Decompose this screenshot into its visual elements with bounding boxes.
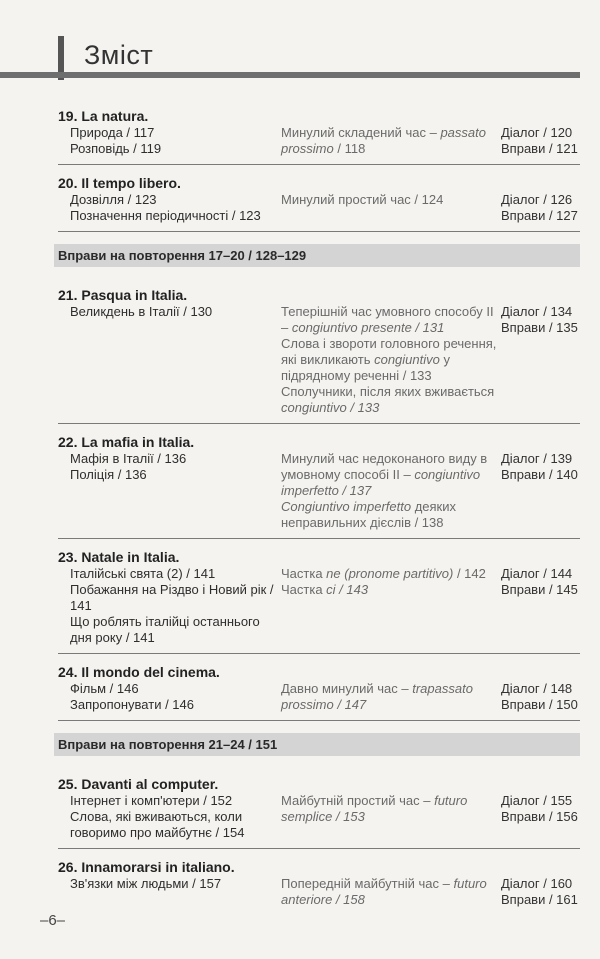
- exercise-item: Вправи / 150: [501, 697, 578, 712]
- grammar-italic-text: congiuntivo presente / 131: [291, 320, 445, 335]
- entry-columns: [58, 304, 580, 416]
- topic-item: Мафія в Італії / 136: [70, 451, 187, 466]
- topic-item: Що роблять італійці останнього дня року / 141: [70, 614, 260, 645]
- toc-entry: [58, 171, 580, 232]
- grammar-italic-text: passato prossimo: [281, 125, 486, 156]
- topics-column: [58, 192, 281, 224]
- page-header: [0, 36, 580, 80]
- exercises-column: [501, 304, 580, 416]
- topic-item: Зв'язки між людьми / 157: [70, 876, 222, 891]
- header-rule: [0, 72, 580, 78]
- grammar-plain-text: Минулий час недоконаного виду в умовному способі II –: [281, 451, 488, 482]
- grammar-plain-text: Минулий простий час / 124: [281, 192, 444, 207]
- grammar-italic-text: ci / 143: [326, 582, 369, 597]
- entry-columns: [58, 566, 580, 646]
- exercise-item: Діалог / 155: [501, 793, 573, 808]
- topic-item: Італійські свята (2) / 141: [70, 566, 216, 581]
- exercise-item: Діалог / 144: [501, 566, 573, 581]
- entry-title: 21. Pasqua in Italia.: [58, 287, 188, 303]
- entry-title: 22. La mafia in Italia.: [58, 434, 195, 450]
- grammar-item: [281, 566, 501, 582]
- exercise-item: Вправи / 121: [501, 141, 578, 156]
- grammar-item: [281, 793, 501, 825]
- exercise-item: Діалог / 160: [501, 876, 573, 891]
- page-number: –6–: [40, 912, 66, 929]
- grammar-column: [281, 451, 501, 531]
- exercise-item: Вправи / 140: [501, 467, 578, 482]
- entry-columns: [58, 876, 580, 908]
- toc-entry: [58, 855, 580, 915]
- grammar-italic-text: congiuntivo: [374, 352, 440, 367]
- exercise-item: Вправи / 145: [501, 582, 578, 597]
- toc-entry: [58, 772, 580, 849]
- grammar-italic-text: futuro anteriore / 158: [281, 876, 487, 907]
- grammar-tail-text: / 118: [333, 141, 366, 156]
- grammar-item: [281, 499, 501, 531]
- grammar-item: [281, 125, 501, 157]
- exercises-column: [501, 793, 580, 841]
- topic-item: Поліція / 136: [70, 467, 147, 482]
- review-banner: Вправи на повторення 21–24 / 151: [54, 733, 580, 756]
- grammar-italic-text: trapassato prossimo / 147: [281, 681, 473, 712]
- grammar-column: [281, 793, 501, 841]
- exercise-item: Діалог / 126: [501, 192, 573, 207]
- exercise-item: Вправи / 161: [501, 892, 578, 907]
- exercise-item: Діалог / 148: [501, 681, 573, 696]
- grammar-plain-text: Сполучники, після яких вживається: [281, 384, 495, 399]
- review-banner: Вправи на повторення 17–20 / 128–129: [54, 244, 580, 267]
- grammar-item: [281, 192, 501, 208]
- exercises-column: [501, 876, 580, 908]
- topic-item: Побажання на Різдво і Новий рік / 141: [70, 582, 274, 613]
- entry-title: 25. Davanti al computer.: [58, 776, 219, 792]
- grammar-plain-text: Теперішній час умовного способу II –: [281, 304, 494, 335]
- toc-entry: [58, 104, 580, 165]
- entry-title: 19. La natura.: [58, 108, 149, 124]
- grammar-plain-text: Майбутній простий час –: [281, 793, 435, 808]
- topics-column: [58, 125, 281, 157]
- topic-item: Інтернет і комп'ютери / 152: [70, 793, 233, 808]
- grammar-italic-text: congiuntivo / 133: [281, 400, 380, 415]
- topics-column: [58, 793, 281, 841]
- topic-item: Природа / 117: [70, 125, 155, 140]
- grammar-column: [281, 125, 501, 157]
- entry-title: 24. Il mondo del cinema.: [58, 664, 220, 680]
- exercise-item: Діалог / 120: [501, 125, 573, 140]
- grammar-column: [281, 566, 501, 646]
- entry-columns: [58, 192, 580, 224]
- entry-title: 23. Natale in Italia.: [58, 549, 180, 565]
- grammar-item: [281, 384, 501, 416]
- grammar-plain-text: Частка: [281, 582, 327, 597]
- entry-title: 26. Innamorarsi in italiano.: [58, 859, 235, 875]
- exercises-column: [501, 125, 580, 157]
- toc-entry: [58, 430, 580, 539]
- grammar-item: [281, 336, 501, 384]
- toc-entry: [58, 283, 580, 424]
- grammar-tail-text: / 142: [453, 566, 486, 581]
- topic-item: Слова, які вживаються, коли говоримо про майбутнє / 154: [70, 809, 245, 840]
- grammar-italic-text: Congiuntivo imperfetto: [281, 499, 412, 514]
- exercises-column: [501, 451, 580, 531]
- exercise-item: Вправи / 156: [501, 809, 578, 824]
- exercise-item: Вправи / 135: [501, 320, 578, 335]
- grammar-plain-text: Давно минулий час –: [281, 681, 413, 696]
- grammar-plain-text: Частка: [281, 566, 327, 581]
- grammar-item: [281, 876, 501, 908]
- exercise-item: Вправи / 127: [501, 208, 578, 223]
- entry-title: 20. Il tempo libero.: [58, 175, 181, 191]
- grammar-plain-text: Попередній майбутній час –: [281, 876, 454, 891]
- topic-item: Дозвілля / 123: [70, 192, 157, 207]
- topics-column: [58, 876, 281, 908]
- topic-item: Запропонувати / 146: [70, 697, 194, 712]
- grammar-item: [281, 681, 501, 713]
- grammar-item: [281, 582, 501, 598]
- grammar-plain-text: Слова і звороти головного речення, які викликають: [281, 336, 497, 367]
- exercises-column: [501, 192, 580, 224]
- grammar-tail-text: у підрядному реченні / 133: [281, 352, 450, 383]
- grammar-tail-text: деяких неправильних дієслів / 138: [281, 499, 456, 530]
- toc-entry: [58, 660, 580, 721]
- topic-item: Позначення періодичності / 123: [70, 208, 261, 223]
- grammar-column: [281, 192, 501, 224]
- grammar-column: [281, 681, 501, 713]
- toc-entry: [58, 545, 580, 654]
- grammar-column: [281, 876, 501, 908]
- grammar-italic-text: congiuntivo imperfetto / 137: [281, 467, 481, 498]
- page-title: Зміст: [84, 40, 154, 70]
- entry-columns: [58, 793, 580, 841]
- topics-column: [58, 681, 281, 713]
- grammar-plain-text: Минулий складений час –: [281, 125, 441, 140]
- exercise-item: Діалог / 139: [501, 451, 573, 466]
- entry-columns: [58, 681, 580, 713]
- topics-column: [58, 566, 281, 646]
- entry-columns: [58, 451, 580, 531]
- topic-item: Фільм / 146: [70, 681, 139, 696]
- exercises-column: [501, 681, 580, 713]
- topics-column: [58, 304, 281, 416]
- exercises-column: [501, 566, 580, 646]
- grammar-item: [281, 451, 501, 499]
- entry-columns: [58, 125, 580, 157]
- topic-item: Розповідь / 119: [70, 141, 162, 156]
- topics-column: [58, 451, 281, 531]
- exercise-item: Діалог / 134: [501, 304, 573, 319]
- grammar-italic-text: ne (pronome partitivo): [326, 566, 454, 581]
- grammar-column: [281, 304, 501, 416]
- grammar-italic-text: futuro semplice / 153: [281, 793, 468, 824]
- grammar-item: [281, 304, 501, 336]
- topic-item: Великдень в Італії / 130: [70, 304, 213, 319]
- toc-content: [58, 104, 580, 921]
